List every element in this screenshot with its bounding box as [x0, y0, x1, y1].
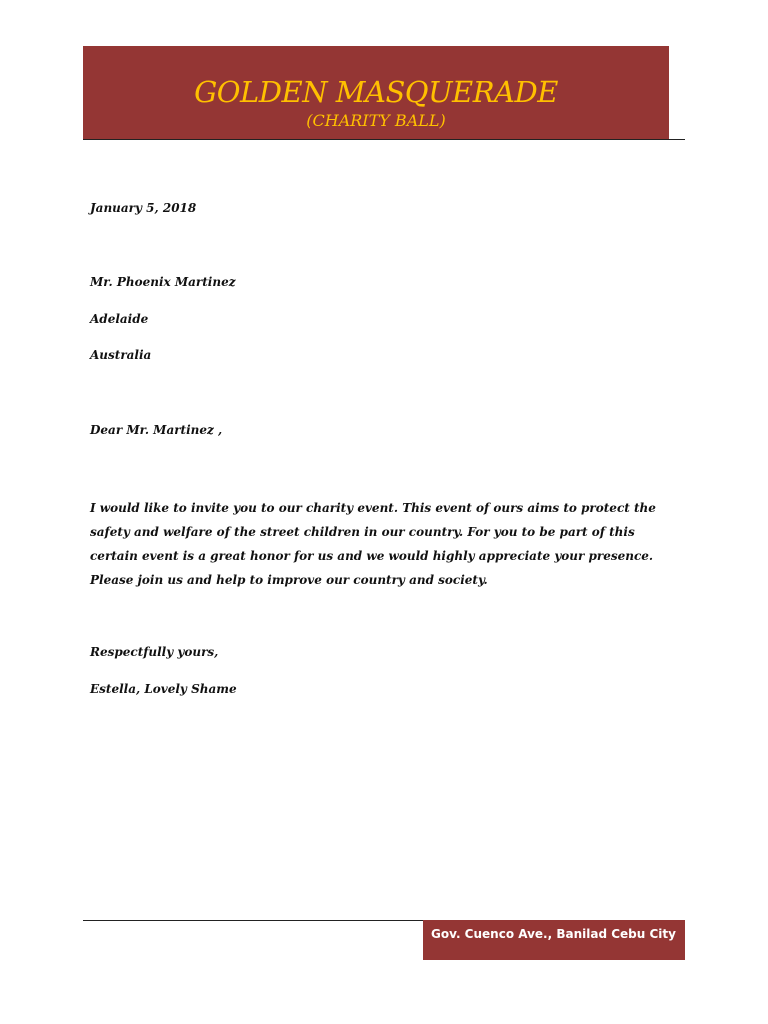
event-title: GOLDEN MASQUERADE — [194, 75, 558, 109]
salutation: Dear Mr. Martinez , — [90, 423, 223, 437]
recipient-name: Mr. Phoenix Martinez — [90, 275, 236, 289]
footer-address-box — [423, 920, 685, 960]
footer-address: Gov. Cuenco Ave., Banilad Cebu City — [431, 927, 676, 941]
signature: Estella, Lovely Shame — [90, 682, 237, 696]
header-banner — [83, 46, 669, 140]
letter-body: I would like to invite you to our charity event. This event of ours aims to protect the safety and welfare of the street children in our country. For you to be part of this certain event is a great honor for us and we would highly appreciate your presence. Please join us and help to improve our country and society. — [90, 501, 656, 587]
footer-divider — [83, 920, 423, 921]
recipient-city: Adelaide — [90, 312, 149, 326]
letter-date: January 5, 2018 — [90, 201, 197, 215]
recipient-country: Australia — [90, 348, 152, 362]
header-divider — [83, 139, 685, 140]
closing: Respectfully yours, — [90, 645, 219, 659]
event-subtitle: (CHARITY BALL) — [306, 111, 446, 130]
